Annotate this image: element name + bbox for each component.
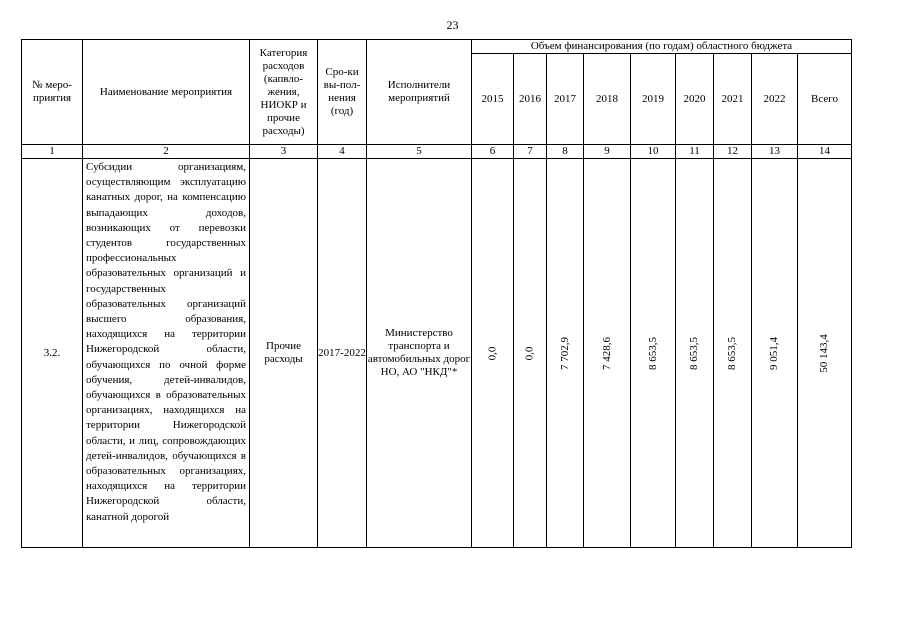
value-cell — [676, 159, 714, 548]
header-year: 2018 — [584, 54, 631, 145]
header-year: 2015 — [472, 54, 514, 145]
value-cell — [547, 159, 584, 548]
column-number: 9 — [584, 145, 631, 159]
header-funding-group: Объем финансирования (по годам) областного бюджета — [472, 40, 852, 54]
column-number: 2 — [83, 145, 250, 159]
header-year: 2017 — [547, 54, 584, 145]
value-2021: 8 653,5 — [726, 336, 738, 370]
column-number: 13 — [752, 145, 798, 159]
column-number: 8 — [547, 145, 584, 159]
value-cell — [714, 159, 752, 548]
header-executors: Исполнители мероприятий — [367, 40, 472, 145]
header-measure-name: Наименование мероприятия — [83, 40, 250, 145]
value-cell — [584, 159, 631, 548]
column-number: 3 — [250, 145, 318, 159]
value-2015: 0,0 — [486, 346, 498, 360]
value-cell — [798, 159, 852, 548]
column-number: 12 — [714, 145, 752, 159]
column-number: 14 — [798, 145, 852, 159]
header-year: 2022 — [752, 54, 798, 145]
measure-executor: Министерство транспорта и автомобильных дорог НО, АО "НКД"* — [367, 159, 472, 548]
column-number: 6 — [472, 145, 514, 159]
column-number: 11 — [676, 145, 714, 159]
column-number: 1 — [22, 145, 83, 159]
value-total: 50 143,4 — [818, 333, 830, 373]
value-2020: 8 653,5 — [688, 336, 700, 370]
header-year: 2016 — [514, 54, 547, 145]
header-year: 2019 — [631, 54, 676, 145]
value-2022: 9 051,4 — [768, 336, 780, 370]
value-2017: 7 702,9 — [558, 336, 571, 370]
measure-description: Субсидии организациям, осуществляющим эксплуатацию канатных дорог, на компенсацию выпадающих доходов, возникающих от перевозки студентов государственных профессиональных образовательных организаций и государственных образовательных организаций высшего образования, находящихся на территории Нижегородской области, обучающихся по очной форме обучения, детей-инвалидов, обучающихся в образовательных организациях, находящихся на территории Нижегородской области, и лиц, сопровождающих детей-инвалидов, обучающихся в образовательных организациях, находящихся на территории Нижегородской области, канатной дорогой — [83, 159, 250, 548]
funding-table — [21, 39, 852, 548]
measure-category: Прочие расходы — [250, 159, 318, 548]
header-measure-no: № меро-приятия — [22, 40, 83, 145]
value-cell — [631, 159, 676, 548]
header-deadline: Сро-ки вы-пол-нения (год) — [318, 40, 367, 145]
header-year: 2020 — [676, 54, 714, 145]
table-row — [22, 159, 852, 548]
header-year: 2021 — [714, 54, 752, 145]
column-number: 10 — [631, 145, 676, 159]
value-2016: 0,0 — [523, 346, 536, 360]
value-2019: 8 653,5 — [646, 336, 659, 370]
page-number: 23 — [446, 18, 459, 32]
measure-term: 2017-2022 — [318, 159, 367, 548]
value-2018: 7 428,6 — [600, 336, 613, 370]
measure-number: 3.2. — [22, 159, 83, 548]
value-cell — [472, 159, 514, 548]
column-number: 4 — [318, 145, 367, 159]
value-cell — [514, 159, 547, 548]
column-number: 5 — [367, 145, 472, 159]
header-cost-category: Категория расходов (капвло-жения, НИОКР и прочие расходы) — [250, 40, 318, 145]
header-total: Всего — [798, 54, 852, 145]
column-number: 7 — [514, 145, 547, 159]
value-cell — [752, 159, 798, 548]
